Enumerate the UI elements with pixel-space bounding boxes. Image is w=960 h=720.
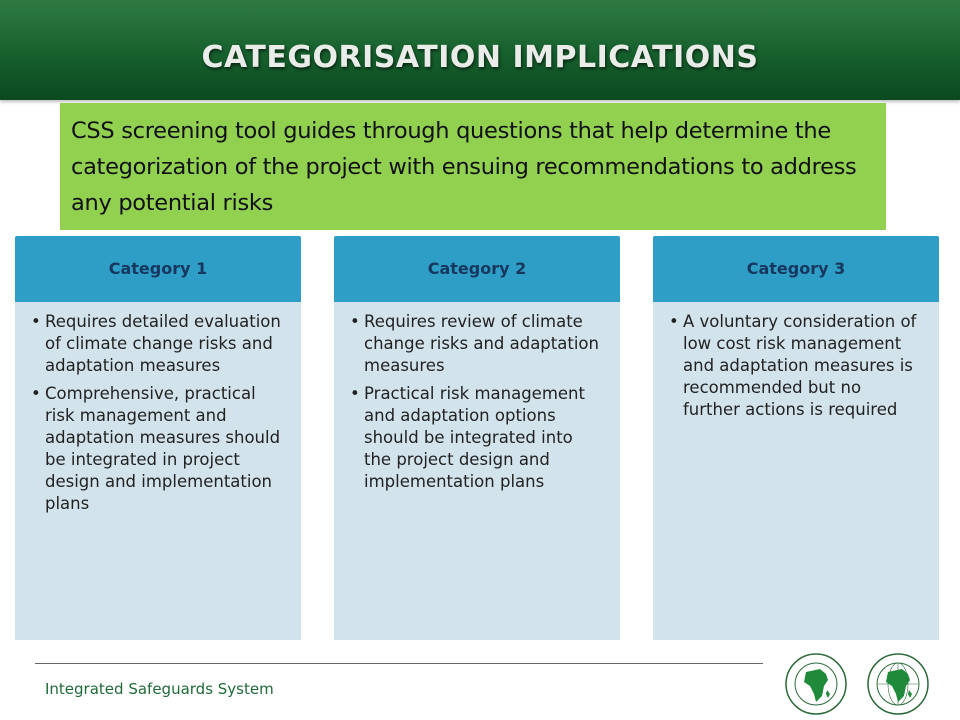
category-card-3 (653, 236, 939, 640)
bullet-icon: • (669, 312, 679, 331)
slide-title: CATEGORISATION IMPLICATIONS (201, 40, 759, 75)
bullet-item: • A voluntary consideration of low cost risk management and adaptation measures is recommended but no further actions is required (669, 312, 917, 419)
category-title: Category 1 (108, 259, 208, 278)
bullet-list (31, 311, 285, 515)
intro-box (60, 103, 886, 230)
bullet-item: • Requires detailed evaluation of climate change risks and adaptation measures (31, 312, 281, 375)
category-header (334, 236, 620, 302)
bullet-icon: • (31, 312, 41, 331)
bullet-icon: • (31, 384, 41, 403)
category-card-2 (334, 236, 620, 640)
category-header (15, 236, 301, 302)
bullet-item: • Requires review of climate change risks and adaptation measures (350, 312, 599, 375)
category-header (653, 236, 939, 302)
bullet-item: • Practical risk management and adaptation options should be integrated into the project design and implementation plans (350, 384, 585, 491)
category-title: Category 3 (746, 259, 846, 278)
afdf-fund-logo-icon (862, 652, 934, 716)
bullet-icon: • (350, 312, 360, 331)
category-body (334, 294, 620, 640)
category-body (653, 294, 939, 640)
bullet-item: • Comprehensive, practical risk management and adaptation measures should be integrated in project design and implementation plans (31, 384, 281, 513)
bullet-icon: • (350, 384, 360, 403)
footer-divider (35, 663, 763, 664)
footer-label: Integrated Safeguards System (45, 680, 274, 698)
afdb-bank-logo-icon (780, 652, 852, 716)
bullet-list (350, 311, 604, 493)
bullet-list (669, 311, 923, 421)
intro-text: CSS screening tool guides through questions that help determine the categorization of the project with ensuing recommendations to address any potential risks (71, 118, 857, 216)
category-body (15, 294, 301, 640)
category-card-1 (15, 236, 301, 640)
title-bar (0, 0, 960, 100)
category-title: Category 2 (427, 259, 527, 278)
